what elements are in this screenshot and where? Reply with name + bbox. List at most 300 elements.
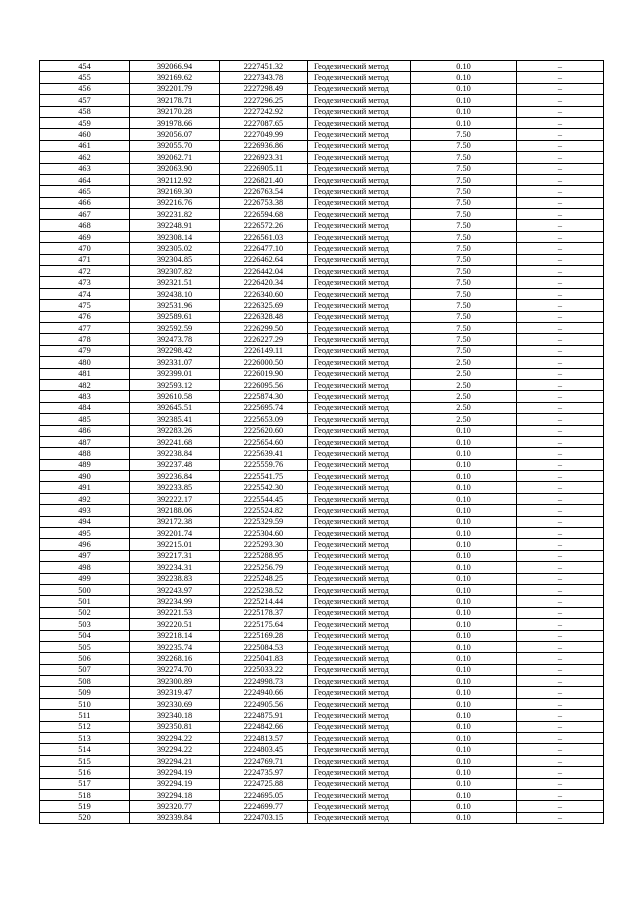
note-cell: –	[517, 300, 604, 311]
table-row	[40, 653, 604, 664]
table-row	[40, 619, 604, 630]
accuracy-cell: 0.10	[411, 106, 517, 117]
x-coordinate-cell: 392308.14	[130, 231, 220, 242]
method-cell: Геодезический метод	[308, 357, 411, 368]
method-cell: Геодезический метод	[308, 573, 411, 584]
table-row	[40, 471, 604, 482]
y-coordinate-cell: 2226227.29	[220, 334, 308, 345]
table-row	[40, 254, 604, 265]
table-row	[40, 607, 604, 618]
y-coordinate-cell: 2225041.83	[220, 653, 308, 664]
note-cell: –	[517, 516, 604, 527]
accuracy-cell: 0.10	[411, 562, 517, 573]
y-coordinate-cell: 2225542.30	[220, 482, 308, 493]
note-cell: –	[517, 778, 604, 789]
point-number-cell: 501	[40, 596, 130, 607]
accuracy-cell: 0.10	[411, 596, 517, 607]
method-cell: Геодезический метод	[308, 733, 411, 744]
note-cell: –	[517, 436, 604, 447]
table-row	[40, 357, 604, 368]
accuracy-cell: 0.10	[411, 61, 517, 72]
accuracy-cell: 0.10	[411, 436, 517, 447]
accuracy-cell: 7.50	[411, 209, 517, 220]
accuracy-cell: 7.50	[411, 220, 517, 231]
table-row	[40, 197, 604, 208]
y-coordinate-cell: 2225541.75	[220, 471, 308, 482]
point-number-cell: 468	[40, 220, 130, 231]
point-number-cell: 490	[40, 471, 130, 482]
note-cell: –	[517, 687, 604, 698]
table-row	[40, 117, 604, 128]
x-coordinate-cell: 392593.12	[130, 379, 220, 390]
x-coordinate-cell: 392307.82	[130, 266, 220, 277]
table-row	[40, 152, 604, 163]
method-cell: Геодезический метод	[308, 106, 411, 117]
x-coordinate-cell: 392238.84	[130, 448, 220, 459]
table-row	[40, 459, 604, 470]
point-number-cell: 466	[40, 197, 130, 208]
note-cell: –	[517, 733, 604, 744]
point-number-cell: 479	[40, 345, 130, 356]
x-coordinate-cell: 392188.06	[130, 505, 220, 516]
y-coordinate-cell: 2227242.92	[220, 106, 308, 117]
accuracy-cell: 0.10	[411, 539, 517, 550]
table-row	[40, 140, 604, 151]
y-coordinate-cell: 2225639.41	[220, 448, 308, 459]
x-coordinate-cell: 392243.97	[130, 584, 220, 595]
y-coordinate-cell: 2224940.66	[220, 687, 308, 698]
x-coordinate-cell: 392589.61	[130, 311, 220, 322]
note-cell: –	[517, 755, 604, 766]
accuracy-cell: 0.10	[411, 698, 517, 709]
x-coordinate-cell: 392305.02	[130, 243, 220, 254]
note-cell: –	[517, 209, 604, 220]
note-cell: –	[517, 630, 604, 641]
method-cell: Геодезический метод	[308, 129, 411, 140]
note-cell: –	[517, 186, 604, 197]
point-number-cell: 502	[40, 607, 130, 618]
y-coordinate-cell: 2224813.57	[220, 733, 308, 744]
table-row	[40, 733, 604, 744]
point-number-cell: 517	[40, 778, 130, 789]
x-coordinate-cell: 392062.71	[130, 152, 220, 163]
table-row	[40, 573, 604, 584]
x-coordinate-cell: 392320.77	[130, 801, 220, 812]
method-cell: Геодезический метод	[308, 459, 411, 470]
method-cell: Геодезический метод	[308, 562, 411, 573]
x-coordinate-cell: 391978.66	[130, 117, 220, 128]
point-number-cell: 509	[40, 687, 130, 698]
table-row	[40, 300, 604, 311]
table-row	[40, 288, 604, 299]
point-number-cell: 470	[40, 243, 130, 254]
point-number-cell: 457	[40, 95, 130, 106]
point-number-cell: 503	[40, 619, 130, 630]
note-cell: –	[517, 379, 604, 390]
x-coordinate-cell: 392298.42	[130, 345, 220, 356]
method-cell: Геодезический метод	[308, 539, 411, 550]
accuracy-cell: 0.10	[411, 584, 517, 595]
x-coordinate-cell: 392321.51	[130, 277, 220, 288]
method-cell: Геодезический метод	[308, 710, 411, 721]
table-row	[40, 83, 604, 94]
point-number-cell: 515	[40, 755, 130, 766]
point-number-cell: 507	[40, 664, 130, 675]
method-cell: Геодезический метод	[308, 61, 411, 72]
y-coordinate-cell: 2224735.97	[220, 767, 308, 778]
note-cell: –	[517, 311, 604, 322]
y-coordinate-cell: 2225248.25	[220, 573, 308, 584]
point-number-cell: 458	[40, 106, 130, 117]
note-cell: –	[517, 129, 604, 140]
y-coordinate-cell: 2225874.30	[220, 391, 308, 402]
x-coordinate-cell: 392169.62	[130, 72, 220, 83]
point-number-cell: 499	[40, 573, 130, 584]
table-row	[40, 630, 604, 641]
table-row	[40, 334, 604, 345]
accuracy-cell: 0.10	[411, 641, 517, 652]
table-row	[40, 266, 604, 277]
accuracy-cell: 0.10	[411, 72, 517, 83]
table-row	[40, 231, 604, 242]
note-cell: –	[517, 140, 604, 151]
method-cell: Геодезический метод	[308, 676, 411, 687]
table-row	[40, 322, 604, 333]
y-coordinate-cell: 2224842.66	[220, 721, 308, 732]
accuracy-cell: 0.10	[411, 664, 517, 675]
x-coordinate-cell: 392215.01	[130, 539, 220, 550]
note-cell: –	[517, 767, 604, 778]
x-coordinate-cell: 392218.14	[130, 630, 220, 641]
y-coordinate-cell: 2225178.37	[220, 607, 308, 618]
x-coordinate-cell: 392201.74	[130, 528, 220, 539]
accuracy-cell: 7.50	[411, 334, 517, 345]
table-row	[40, 186, 604, 197]
table-row	[40, 596, 604, 607]
point-number-cell: 504	[40, 630, 130, 641]
table-row	[40, 174, 604, 185]
y-coordinate-cell: 2224998.73	[220, 676, 308, 687]
coordinates-table	[39, 60, 604, 824]
method-cell: Геодезический метод	[308, 619, 411, 630]
accuracy-cell: 0.10	[411, 721, 517, 732]
method-cell: Геодезический метод	[308, 243, 411, 254]
method-cell: Геодезический метод	[308, 186, 411, 197]
table-row	[40, 505, 604, 516]
point-number-cell: 508	[40, 676, 130, 687]
accuracy-cell: 0.10	[411, 425, 517, 436]
x-coordinate-cell: 392294.21	[130, 755, 220, 766]
note-cell: –	[517, 322, 604, 333]
accuracy-cell: 7.50	[411, 322, 517, 333]
x-coordinate-cell: 392300.89	[130, 676, 220, 687]
table-row	[40, 562, 604, 573]
x-coordinate-cell: 392237.48	[130, 459, 220, 470]
method-cell: Геодезический метод	[308, 231, 411, 242]
y-coordinate-cell: 2226442.04	[220, 266, 308, 277]
method-cell: Геодезический метод	[308, 744, 411, 755]
method-cell: Геодезический метод	[308, 322, 411, 333]
method-cell: Геодезический метод	[308, 721, 411, 732]
accuracy-cell: 0.10	[411, 550, 517, 561]
x-coordinate-cell: 392274.70	[130, 664, 220, 675]
point-number-cell: 487	[40, 436, 130, 447]
accuracy-cell: 0.10	[411, 710, 517, 721]
y-coordinate-cell: 2224905.56	[220, 698, 308, 709]
accuracy-cell: 2.50	[411, 402, 517, 413]
note-cell: –	[517, 596, 604, 607]
point-number-cell: 495	[40, 528, 130, 539]
y-coordinate-cell: 2225256.79	[220, 562, 308, 573]
note-cell: –	[517, 607, 604, 618]
table-row	[40, 391, 604, 402]
y-coordinate-cell: 2226000.50	[220, 357, 308, 368]
accuracy-cell: 0.10	[411, 493, 517, 504]
y-coordinate-cell: 2226325.69	[220, 300, 308, 311]
accuracy-cell: 2.50	[411, 357, 517, 368]
point-number-cell: 505	[40, 641, 130, 652]
accuracy-cell: 0.10	[411, 505, 517, 516]
note-cell: –	[517, 448, 604, 459]
note-cell: –	[517, 528, 604, 539]
note-cell: –	[517, 619, 604, 630]
point-number-cell: 513	[40, 733, 130, 744]
accuracy-cell: 0.10	[411, 448, 517, 459]
point-number-cell: 463	[40, 163, 130, 174]
accuracy-cell: 2.50	[411, 368, 517, 379]
point-number-cell: 492	[40, 493, 130, 504]
y-coordinate-cell: 2225695.74	[220, 402, 308, 413]
accuracy-cell: 7.50	[411, 152, 517, 163]
accuracy-cell: 7.50	[411, 288, 517, 299]
point-number-cell: 456	[40, 83, 130, 94]
accuracy-cell: 0.10	[411, 528, 517, 539]
method-cell: Геодезический метод	[308, 436, 411, 447]
x-coordinate-cell: 392399.01	[130, 368, 220, 379]
point-number-cell: 489	[40, 459, 130, 470]
method-cell: Геодезический метод	[308, 425, 411, 436]
method-cell: Геодезический метод	[308, 174, 411, 185]
x-coordinate-cell: 392236.84	[130, 471, 220, 482]
point-number-cell: 518	[40, 790, 130, 801]
x-coordinate-cell: 392283.26	[130, 425, 220, 436]
table-row	[40, 755, 604, 766]
accuracy-cell: 0.10	[411, 744, 517, 755]
x-coordinate-cell: 392231.82	[130, 209, 220, 220]
note-cell: –	[517, 334, 604, 345]
table-row	[40, 698, 604, 709]
x-coordinate-cell: 392217.31	[130, 550, 220, 561]
table-row	[40, 106, 604, 117]
table-row	[40, 584, 604, 595]
table-row	[40, 129, 604, 140]
method-cell: Геодезический метод	[308, 505, 411, 516]
table-row	[40, 516, 604, 527]
y-coordinate-cell: 2226340.60	[220, 288, 308, 299]
x-coordinate-cell: 392294.22	[130, 744, 220, 755]
method-cell: Геодезический метод	[308, 641, 411, 652]
x-coordinate-cell: 392056.07	[130, 129, 220, 140]
y-coordinate-cell: 2225654.60	[220, 436, 308, 447]
x-coordinate-cell: 392294.22	[130, 733, 220, 744]
x-coordinate-cell: 392319.47	[130, 687, 220, 698]
y-coordinate-cell: 2224875.91	[220, 710, 308, 721]
method-cell: Геодезический метод	[308, 391, 411, 402]
method-cell: Геодезический метод	[308, 95, 411, 106]
x-coordinate-cell: 392055.70	[130, 140, 220, 151]
x-coordinate-cell: 392220.51	[130, 619, 220, 630]
x-coordinate-cell: 392221.53	[130, 607, 220, 618]
y-coordinate-cell: 2227087.65	[220, 117, 308, 128]
x-coordinate-cell: 392531.96	[130, 300, 220, 311]
note-cell: –	[517, 641, 604, 652]
y-coordinate-cell: 2224725.88	[220, 778, 308, 789]
accuracy-cell: 2.50	[411, 379, 517, 390]
table-row	[40, 801, 604, 812]
method-cell: Геодезический метод	[308, 72, 411, 83]
x-coordinate-cell: 392066.94	[130, 61, 220, 72]
y-coordinate-cell: 2225288.95	[220, 550, 308, 561]
note-cell: –	[517, 243, 604, 254]
method-cell: Геодезический метод	[308, 368, 411, 379]
note-cell: –	[517, 801, 604, 812]
y-coordinate-cell: 2225304.60	[220, 528, 308, 539]
table-row	[40, 209, 604, 220]
note-cell: –	[517, 106, 604, 117]
x-coordinate-cell: 392294.19	[130, 778, 220, 789]
x-coordinate-cell: 392233.85	[130, 482, 220, 493]
y-coordinate-cell: 2226572.26	[220, 220, 308, 231]
point-number-cell: 491	[40, 482, 130, 493]
point-number-cell: 481	[40, 368, 130, 379]
accuracy-cell: 7.50	[411, 197, 517, 208]
table-row	[40, 311, 604, 322]
method-cell: Геодезический метод	[308, 288, 411, 299]
note-cell: –	[517, 505, 604, 516]
y-coordinate-cell: 2226763.54	[220, 186, 308, 197]
point-number-cell: 460	[40, 129, 130, 140]
accuracy-cell: 0.10	[411, 516, 517, 527]
coordinates-table-body	[40, 61, 604, 824]
x-coordinate-cell: 392294.18	[130, 790, 220, 801]
method-cell: Геодезический метод	[308, 471, 411, 482]
table-row	[40, 778, 604, 789]
method-cell: Геодезический метод	[308, 300, 411, 311]
method-cell: Геодезический метод	[308, 550, 411, 561]
method-cell: Геодезический метод	[308, 755, 411, 766]
note-cell: –	[517, 391, 604, 402]
point-number-cell: 464	[40, 174, 130, 185]
point-number-cell: 478	[40, 334, 130, 345]
table-row	[40, 528, 604, 539]
point-number-cell: 455	[40, 72, 130, 83]
method-cell: Геодезический метод	[308, 584, 411, 595]
accuracy-cell: 7.50	[411, 140, 517, 151]
table-row	[40, 721, 604, 732]
y-coordinate-cell: 2226477.10	[220, 243, 308, 254]
accuracy-cell: 7.50	[411, 300, 517, 311]
method-cell: Геодезический метод	[308, 448, 411, 459]
x-coordinate-cell: 392473.78	[130, 334, 220, 345]
note-cell: –	[517, 117, 604, 128]
table-row	[40, 493, 604, 504]
note-cell: –	[517, 277, 604, 288]
method-cell: Геодезический метод	[308, 379, 411, 390]
x-coordinate-cell: 392340.18	[130, 710, 220, 721]
point-number-cell: 474	[40, 288, 130, 299]
note-cell: –	[517, 72, 604, 83]
y-coordinate-cell: 2226594.68	[220, 209, 308, 220]
table-row	[40, 664, 604, 675]
y-coordinate-cell: 2224699.77	[220, 801, 308, 812]
y-coordinate-cell: 2227296.25	[220, 95, 308, 106]
method-cell: Геодезический метод	[308, 83, 411, 94]
x-coordinate-cell: 392331.07	[130, 357, 220, 368]
y-coordinate-cell: 2224803.45	[220, 744, 308, 755]
table-row	[40, 72, 604, 83]
accuracy-cell: 0.10	[411, 687, 517, 698]
note-cell: –	[517, 471, 604, 482]
note-cell: –	[517, 197, 604, 208]
point-number-cell: 469	[40, 231, 130, 242]
y-coordinate-cell: 2226753.38	[220, 197, 308, 208]
table-row	[40, 277, 604, 288]
method-cell: Геодезический метод	[308, 687, 411, 698]
point-number-cell: 514	[40, 744, 130, 755]
accuracy-cell: 0.10	[411, 471, 517, 482]
point-number-cell: 471	[40, 254, 130, 265]
note-cell: –	[517, 790, 604, 801]
point-number-cell: 497	[40, 550, 130, 561]
point-number-cell: 475	[40, 300, 130, 311]
note-cell: –	[517, 402, 604, 413]
accuracy-cell: 7.50	[411, 345, 517, 356]
accuracy-cell: 7.50	[411, 311, 517, 322]
note-cell: –	[517, 676, 604, 687]
note-cell: –	[517, 231, 604, 242]
accuracy-cell: 0.10	[411, 801, 517, 812]
y-coordinate-cell: 2226561.03	[220, 231, 308, 242]
x-coordinate-cell: 392170.28	[130, 106, 220, 117]
accuracy-cell: 7.50	[411, 174, 517, 185]
x-coordinate-cell: 392112.92	[130, 174, 220, 185]
point-number-cell: 494	[40, 516, 130, 527]
method-cell: Геодезический метод	[308, 334, 411, 345]
accuracy-cell: 0.10	[411, 83, 517, 94]
accuracy-cell: 7.50	[411, 254, 517, 265]
accuracy-cell: 0.10	[411, 607, 517, 618]
note-cell: –	[517, 61, 604, 72]
y-coordinate-cell: 2226936.86	[220, 140, 308, 151]
note-cell: –	[517, 288, 604, 299]
x-coordinate-cell: 392178.71	[130, 95, 220, 106]
x-coordinate-cell: 392169.30	[130, 186, 220, 197]
accuracy-cell: 0.10	[411, 755, 517, 766]
point-number-cell: 498	[40, 562, 130, 573]
y-coordinate-cell: 2225175.64	[220, 619, 308, 630]
method-cell: Геодезический метод	[308, 140, 411, 151]
point-number-cell: 520	[40, 812, 130, 823]
table-row	[40, 436, 604, 447]
table-row	[40, 243, 604, 254]
method-cell: Геодезический метод	[308, 163, 411, 174]
x-coordinate-cell: 392330.69	[130, 698, 220, 709]
point-number-cell: 493	[40, 505, 130, 516]
y-coordinate-cell: 2225084.53	[220, 641, 308, 652]
table-row	[40, 220, 604, 231]
point-number-cell: 484	[40, 402, 130, 413]
x-coordinate-cell: 392592.59	[130, 322, 220, 333]
